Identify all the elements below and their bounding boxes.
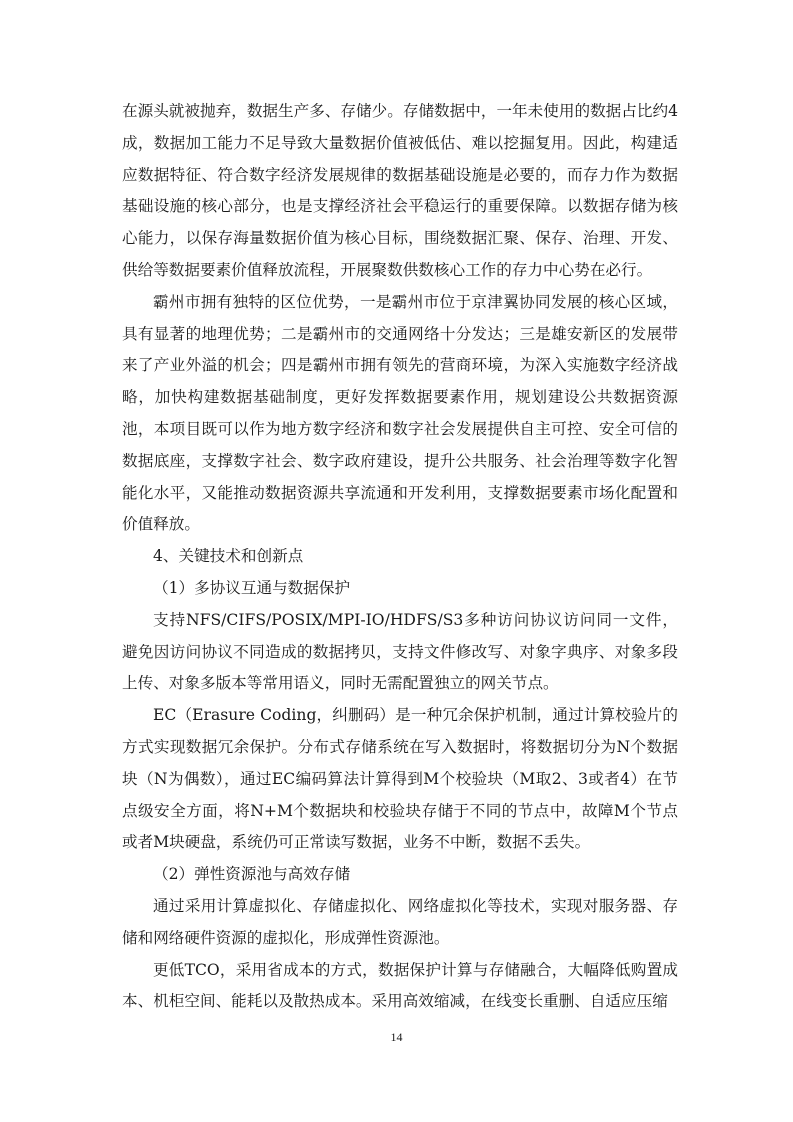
page-number: 14 (390, 1030, 403, 1044)
section-heading-key-technologies: 4、关键技术和创新点 (153, 547, 304, 566)
paragraph-continuation: 在源头就被抛弃，数据生产多、存储少。存储数据中，一年未使用的数据占比约4成，数据加工能力不足导致大量数据价值被低估、难以挖掘复用。因此，构建适应数据特征、符合数字经济发展规律的数据基础设施是必要的，而存力作为数据基础设施的核心部分，也是支撑经济社会平稳运行的重要保障。以数据存储为核心能力，以保存海量数据价值为核心目标，围绕数据汇聚、保存、治理、开发、供给等数据要素价值释放流程，开展聚数供数核心工作的存力中心势在必行。 (122, 102, 678, 279)
subheading-elastic-pool: （2）弹性资源池与高效存储 (153, 865, 351, 884)
paragraph-lower-tco: 更低TCO，采用省成本的方式，数据保护计算与存储融合，大幅降低购置成本、机柜空间、能耗以及散热成本。采用高效缩减，在线变长重删、自适应压缩 (122, 960, 678, 1011)
paragraph-erasure-coding: EC（Erasure Coding，纠删码）是一种冗余保护机制，通过计算校验片的方式实现数据冗余保护。分布式存储系统在写入数据时，将数据切分为N个数据块（N为偶数），通过EC编码算法计算得到M个校验块（M取2、3或者4）在节点级安全方面，将N+M个数据块和校验块存储于不同的节点中，故障M个节点或者M块硬盘，系统仍可正常读写数据，业务不中断，数据不丢失。 (122, 706, 678, 852)
paragraph-virtualization: 通过采用计算虚拟化、存储虚拟化、网络虚拟化等技术，实现对服务器、存储和网络硬件资源的虚拟化，形成弹性资源池。 (122, 896, 678, 947)
page-body (122, 96, 678, 1018)
paragraph-protocol-support: 支持NFS/CIFS/POSIX/MPI-IO/HDFS/S3多种访问协议访问同一文件，避免因访问协议不同造成的数据拷贝，支持文件修改写、对象字典序、对象多段上传、对象多版本等常用语义，同时无需配置独立的网关节点。 (122, 610, 678, 693)
subheading-multi-protocol: （1）多协议互通与数据保护 (153, 578, 351, 597)
paragraph-location-advantage: 霸州市拥有独特的区位优势，一是霸州市位于京津翼协同发展的核心区域，具有显著的地理优势；二是霸州市的交通网络十分发达；三是雄安新区的发展带来了产业外溢的机会；四是霸州市拥有领先的营商环境，为深入实施数字经济战略，加快构建数据基础制度，更好发挥数据要素作用，规划建设公共数据资源池，本项目既可以作为地方数字经济和数字社会发展提供自主可控、安全可信的数据底座，支撑数字社会、数字政府建设，提升公共服务、社会治理等数字化智能化水平，又能推动数据资源共享流通和开发利用，支撑数据要素市场化配置和价值释放。 (122, 292, 678, 534)
